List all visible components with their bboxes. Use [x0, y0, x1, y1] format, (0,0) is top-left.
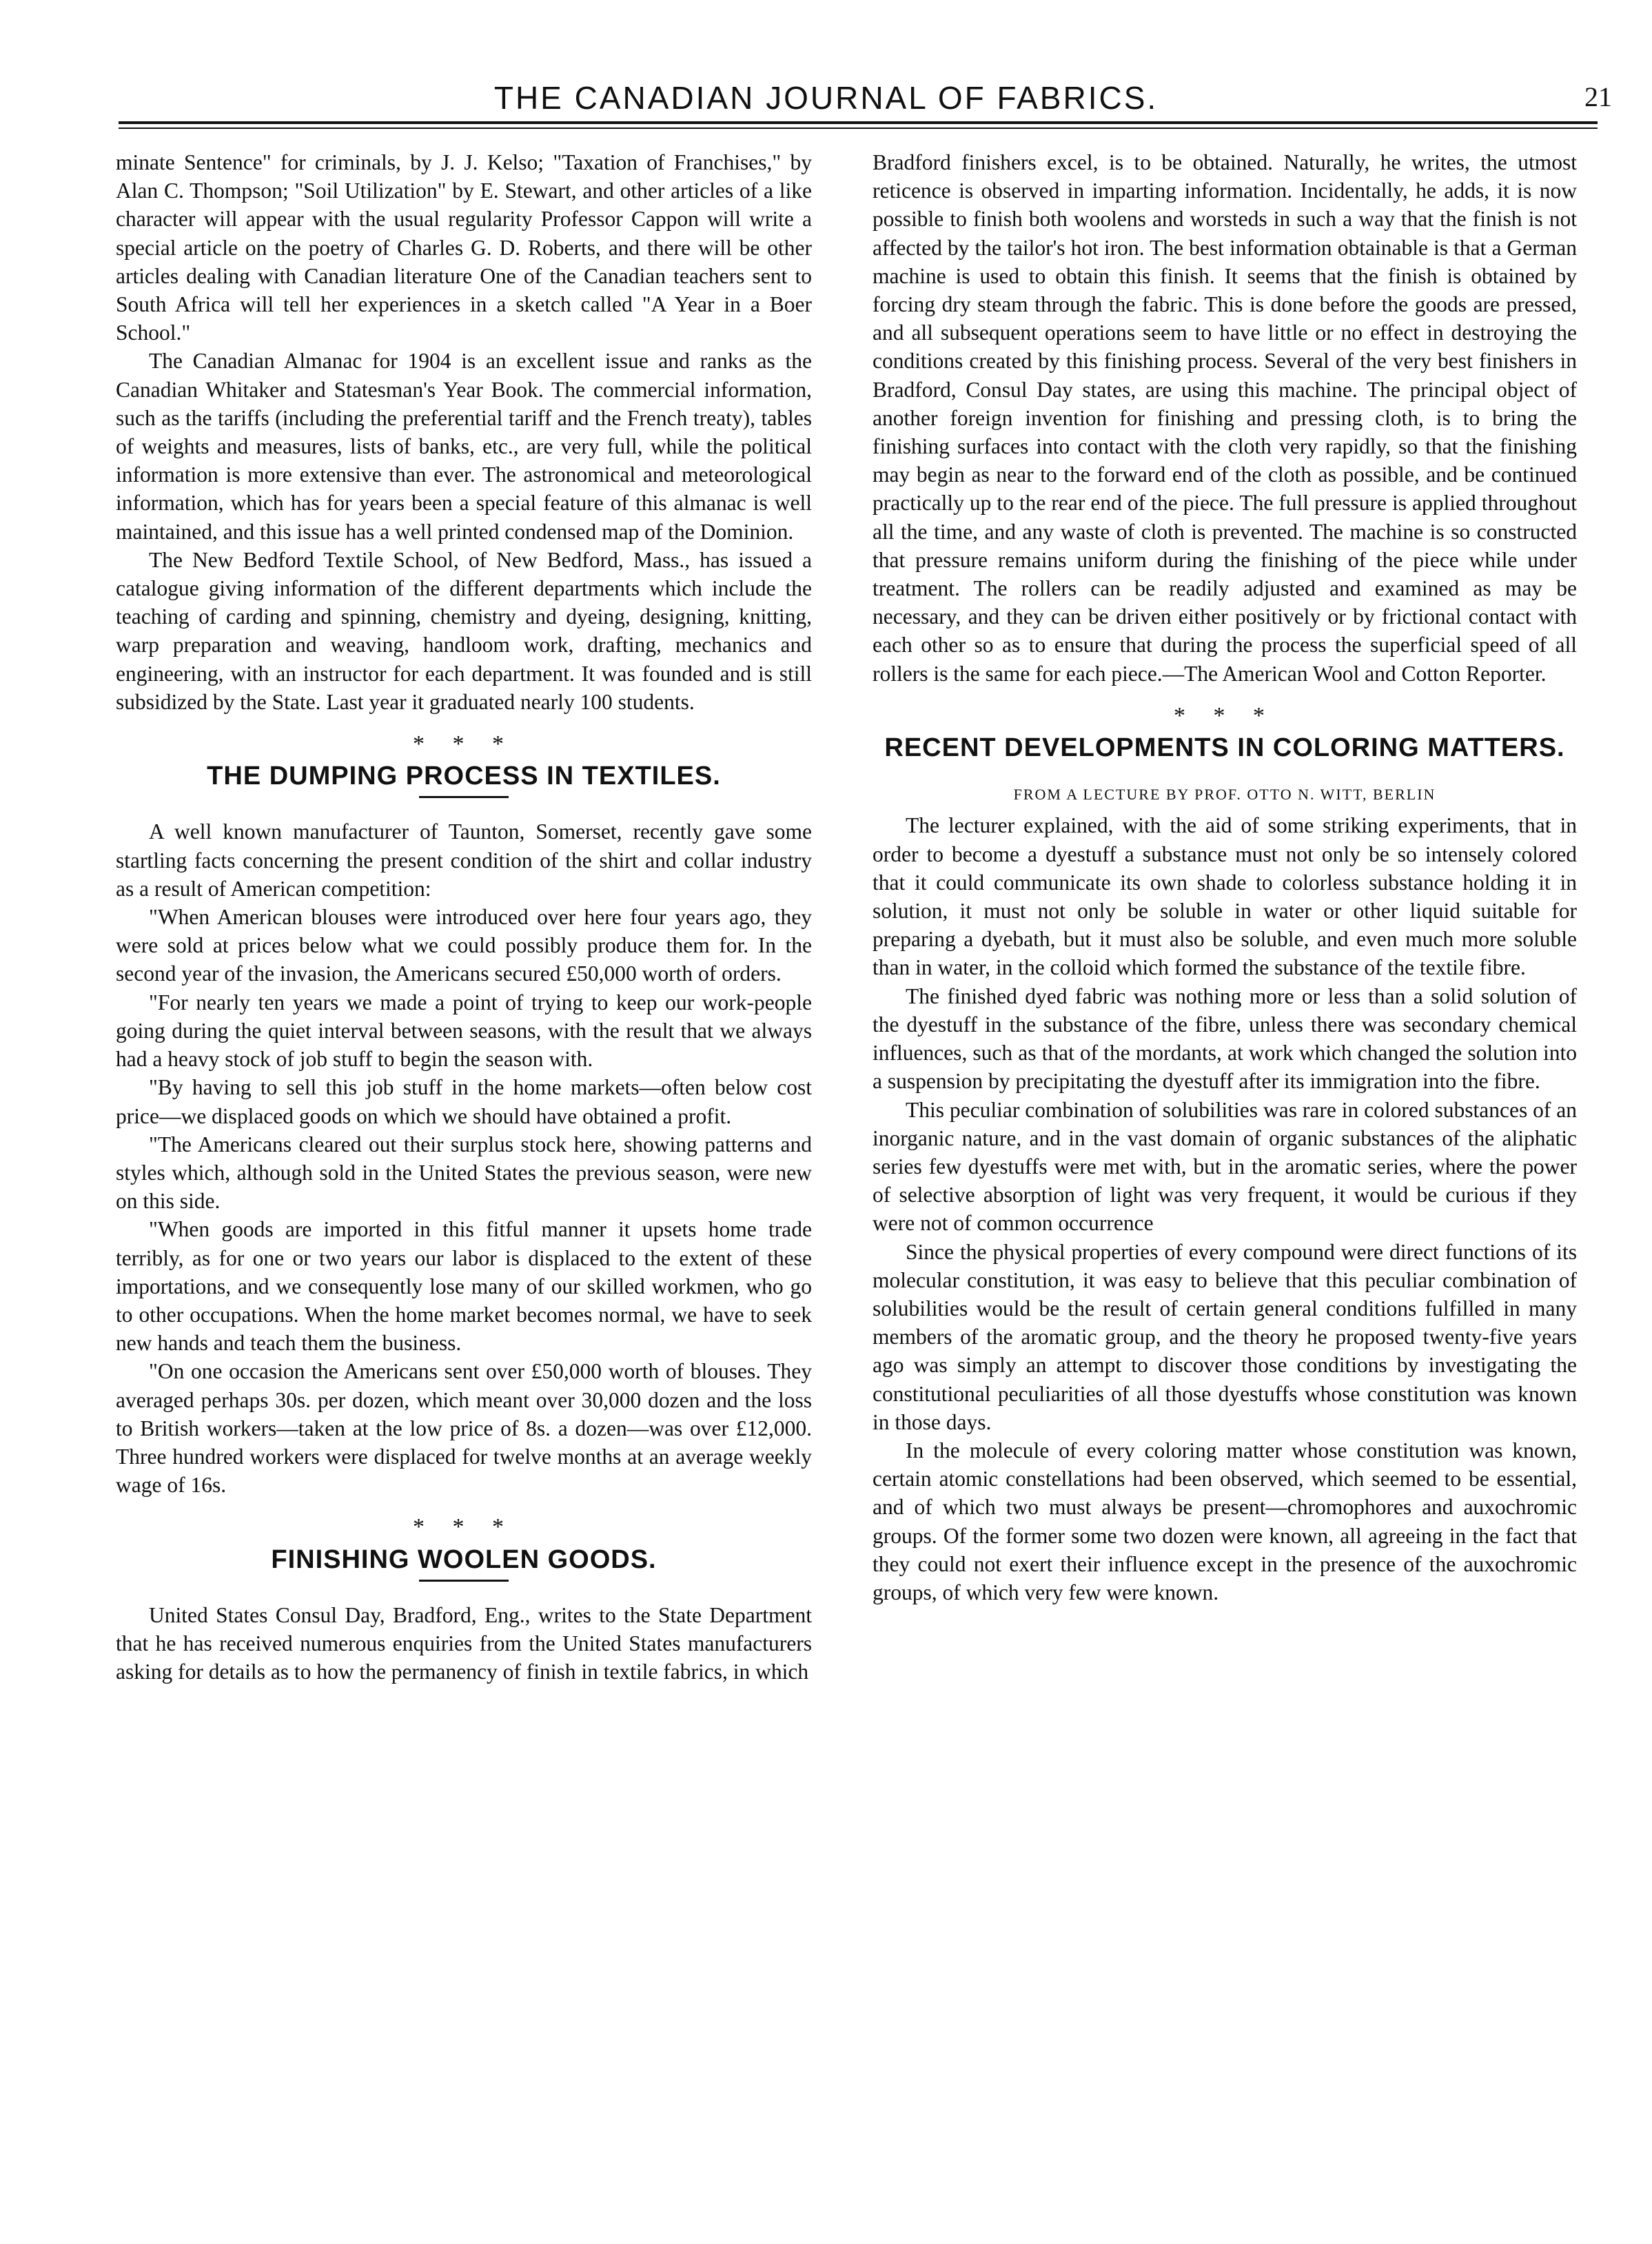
page-header [0, 79, 1652, 121]
paragraph: The Canadian Almanac for 1904 is an excellent issue and ranks as the Canadian Whitaker and Statesman's Year Book. The commercial information, such as the tariffs (including the preferential tariff and the French treaty), tables of weights and measures, lists of banks, etc., are very full, while the political information is more extensive than ever. The astronomical and meteorological information, which has for years been a special feature of this almanac is well maintained, and this issue has a well printed condensed map of the Dominion. [116, 349, 812, 544]
paragraph: "When goods are imported in this fitful manner it upsets home trade terribly, as for one or two years our labor is displaced to the extent of these importations, and we consequently lose many of our skilled workmen, who go to other occupations. When the home market becomes normal, we have to seek new hands and teach them the business. [116, 1217, 812, 1356]
heading-rule [419, 1580, 509, 1582]
paragraph: "By having to sell this job stuff in the home markets—often below cost price—we displaced goods on which we should have obtained a profit. [116, 1075, 812, 1128]
paragraph: minate Sentence" for criminals, by J. J. Kelso; "Taxation of Franchises," by Alan C. Thompson; "Soil Utilization" by E. Stewart, and other articles of a like character will appear with the usual regularity Professor Cappon will write a special article on the poetry of Charles G. D. Roberts, and there will be other articles dealing with Canadian literature One of the Canadian teachers sent to South Africa will tell her experiences in a sketch called "A Year in a Boer School." [116, 150, 812, 345]
article-byline: FROM A LECTURE BY PROF. OTTO N. WITT, BERLIN [1013, 786, 1436, 804]
section-ornament: * * * [1174, 702, 1276, 728]
article-heading: THE DUMPING PROCESS IN TEXTILES. [207, 762, 721, 791]
paragraph: "For nearly ten years we made a point of trying to keep our work-people going during the quiet interval between seasons, with the result that we always had a heavy stock of job stuff to begin the season with. [116, 990, 812, 1072]
paragraph: A well known manufacturer of Taunton, Somerset, recently gave some startling facts concerning the present condition of the shirt and collar industry as a result of American competition: [116, 819, 812, 901]
journal-title: THE CANADIAN JOURNAL OF FABRICS. [493, 80, 1159, 116]
page-number: 21 [1584, 81, 1612, 112]
article-heading: FINISHING WOOLEN GOODS. [271, 1544, 657, 1574]
paragraph: The New Bedford Textile School, of New Bedford, Mass., has issued a catalogue giving information of the different departments which include the teaching of carding and spinning, chemistry and dyeing, designing, knitting, warp preparation and weaving, handloom work, drafting, mechanics and engineering, with an instructor for each department. It was founded and is still subsidized by the State. Last year it graduated nearly 100 students. [116, 547, 812, 714]
paragraph: In the molecule of every coloring matter whose constitution was known, certain atomic constellations had been observed, which seemed to be essential, and of which two must always be present—chromophores and auxochromic groups. Of the former some two dozen were known, all agreeing in the fact that they could not exert their influence except in the presence of the auxochromic groups, of which very few were known. [873, 1438, 1577, 1604]
paragraph: The finished dyed fabric was nothing more or less than a solid solution of the dyestuff in the substance of the fibre, unless there was secondary chemical influences, such as that of the mordants, at work which changed the solution into a suspension by precipitating the dyestuff after its immigration into the fibre. [873, 983, 1577, 1094]
paragraph: United States Consul Day, Bradford, Eng., writes to the State Department that he has received numerous enquiries from the United States manufacturers asking for details as to how the permanency of finish in textile fabrics, in which [116, 1602, 812, 1684]
paragraph: "The Americans cleared out their surplus stock here, showing patterns and styles which, although sold in the United States the previous season, were new on this side. [116, 1132, 812, 1214]
article-heading: RECENT DEVELOPMENTS IN COLORING MATTERS. [884, 733, 1565, 763]
header-rule-thick [119, 121, 1598, 124]
paragraph: "On one occasion the Americans sent over £50,000 worth of blouses. They averaged perhaps 30s. per dozen, which meant over 30,000 dozen and the loss to British workers—taken at the low price of 8s. a dozen—was over £12,000. Three hundred workers were displaced for twelve months at an average weekly wage of 16s. [116, 1359, 812, 1498]
paragraph: Since the physical properties of every compound were direct functions of its molecular constitution, it was easy to believe that this peculiar combination of solubilities would be the result of certain general conditions fulfilled in many members of the aromatic group, and the theory he proposed twenty-five years ago was simply an attempt to discover those conditions by investigating the constitutional peculiarities of all those dyestuffs whose constitution was known in those days. [873, 1239, 1577, 1434]
paragraph: Bradford finishers excel, is to be obtained. Naturally, he writes, the utmost reticence is observed in imparting information. Incidentally, he adds, it is now possible to finish both woolens and worsteds in such a way that the finish is not affected by the tailor's hot iron. The best information obtainable is that a German machine is used to obtain this finish. It seems that the finish is obtained by forcing dry steam through the fabric. This is done before the goods are pressed, and all subsequent operations seem to have little or no effect in destroying the conditions created by this finishing process. Several of the very best finishers in Bradford, Consul Day states, are using this machine. The principal object of another foreign invention for finishing and pressing cloth, is to bring the finishing surfaces into contact with the cloth very rapidly, so that the finishing may begin as near to the forward end of the cloth as possible, and be continued practically up to the rear end of the piece. The full pressure is applied throughout all the time, and any waste of cloth is prevented. The machine is so constructed that pressure remains uniform during the finishing of the piece while under treatment. The rollers can be readily adjusted and examined as may be necessary, and they can be driven either positively or by frictional contact with each other so as to ensure that during the process the superficial speed of all rollers is the same for each piece.—The American Wool and Cotton Reporter. [873, 150, 1577, 686]
right-column [873, 148, 1577, 2188]
header-rule-thin [119, 127, 1598, 129]
section-ornament: * * * [413, 731, 515, 757]
section-ornament: * * * [413, 1514, 515, 1540]
paragraph: This peculiar combination of solubilities was rare in colored substances of an inorganic nature, and in the vast domain of organic substances of the aliphatic series few dyestuffs were met with, but in the aromatic series, where the power of selective absorption of light was very frequent, it would be curious if they were not of common occurrence [873, 1097, 1577, 1236]
left-column [116, 148, 812, 2188]
paragraph: "When American blouses were introduced over here four years ago, they were sold at prices below what we could possibly produce them for. In the second year of the invasion, the Americans secured £50,000 worth of orders. [116, 905, 812, 986]
heading-rule [419, 796, 509, 798]
paragraph: The lecturer explained, with the aid of some striking experiments, that in order to become a dyestuff a substance must not only be so intensely colored that it could communicate its own shade to colorless substance holding it in solution, it must not only be soluble in water or other liquid suitable for preparing a dyebath, but it must also be soluble, and even much more soluble than in water, in the colloid which formed the substance of the textile fibre. [873, 813, 1577, 980]
